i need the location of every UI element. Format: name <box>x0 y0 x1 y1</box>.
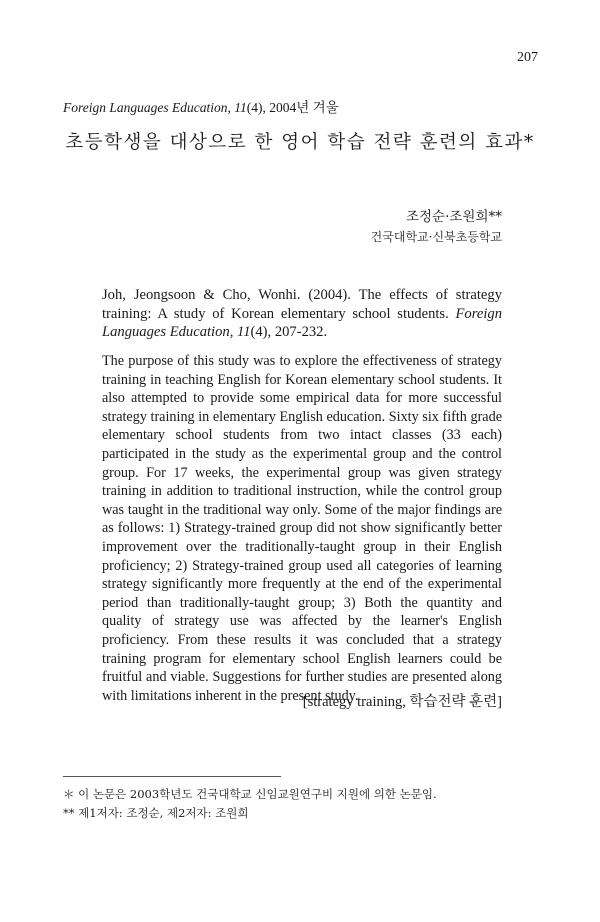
authors: 조정순·조원희** <box>405 209 502 225</box>
citation-journal: Foreign Languages Education, 11 <box>102 305 502 340</box>
footnote-authors: ** 제1저자: 조정순, 제2저자: 조원희 <box>63 806 249 820</box>
journal-reference <box>63 96 339 116</box>
citation-text: Joh, Jeongsoon & Cho, Wonhi. (2004). The effects of strategy training: A study of Korean elementary school students. <box>102 287 502 322</box>
footnote-divider <box>63 776 281 777</box>
page-number: 207 <box>517 50 538 65</box>
affiliation: 건국대학교·신북초등학교 <box>370 230 502 244</box>
abstract: The purpose of this study was to explore the effectiveness of strategy training in teaching English for Korean elementary school students. It also attempted to provide some empirical data for more successful strategy training in elementary English education. Sixty six fifth grade elementary school students from two intact classes (33 each) participated in the study as the experimental group and the control group. For 17 weeks, the experimental group was given strategy training in addition to traditional instruction, while the control group was taught in the traditional way only. Some of the major findings are as follows: 1) Strategy-trained group did not show significantly better improvement over the traditionally-taught group in their English proficiency; 2) Strategy-trained group used all categories of learning strategy significantly more frequently at the end of the experimental period than traditionally-taught group; 3) Both the quantity and quality of strategy use was affected by the learner's English proficiency. From these results it was concluded that a strategy training program for elementary school English learners could be fruitful and viable. Suggestions for further studies are presented along with limitations inherent in the present study. <box>102 353 502 704</box>
citation-tail: (4), 207-232. <box>250 324 328 340</box>
keywords: [strategy training, 학습전략 훈련] <box>302 694 502 710</box>
citation <box>102 286 502 342</box>
footnote-funding: ＊ 이 논문은 2003학년도 건국대학교 신임교원연구비 지원에 의한 논문임. <box>63 787 437 801</box>
paper-title: 초등학생을 대상으로 한 영어 학습 전략 훈련의 효과* <box>65 132 535 153</box>
journal-issue: (4), 2004년 겨울 <box>246 100 339 115</box>
journal-name: Foreign Languages Education, 11 <box>63 100 247 115</box>
